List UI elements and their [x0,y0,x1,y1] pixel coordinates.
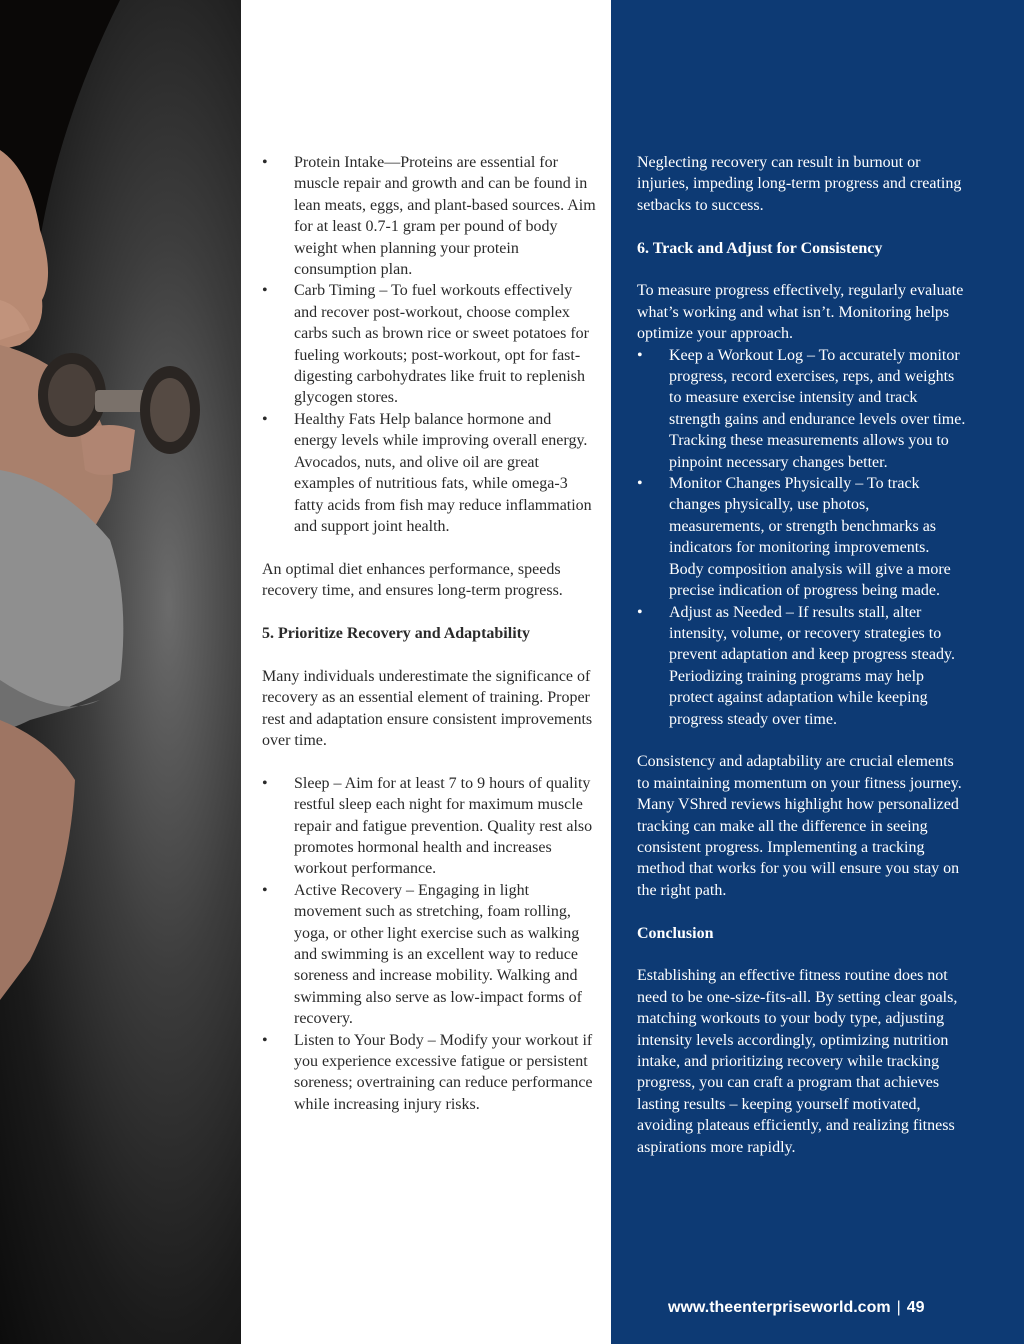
conclusion-paragraph: Establishing an effective fitness routine does not need to be one-size-fits-all. By setting clear goals, matching workouts to your body type, adjusting intensity levels accordingly, optimizing nutrition intake, and prioritizing recovery while tracking progress, you can craft a program that achieves lasting results – keeping yourself motivated, avoiding plateaus efficiently, and realizing fitness aspirations more rapidly. [637,967,958,1156]
fitness-photo [0,0,241,1344]
section6-intro-paragraph: To measure progress effectively, regularly evaluate what’s working and what isn’t. Monitoring helps optimize your approach. [637,282,964,343]
recovery-warning-paragraph: Neglecting recovery can result in burnout or injuries, impeding long-term progress and creating setbacks to success. [637,154,962,214]
woman-dumbbell-illustration [0,0,241,1344]
tracking-bullet-list [637,345,967,730]
section5-intro-paragraph: Many individuals underestimate the significance of recovery as an essential element of training. Proper rest and adaptation ensure consistent improvements over time. [262,667,593,749]
bullet-adjust-as-needed: • Adjust as Needed – If results stall, alter intensity, volume, or recovery strategies to prevent adaptation and keep progress steady. Periodizing training programs may help protect against adaptation while keeping progress steady over time. [637,602,967,730]
website-link[interactable]: www.theenterpriseworld.com [668,1299,891,1316]
bullet-healthy-fats: • Healthy Fats Help balance hormone and energy levels while improving overall energy. Avocados, nuts, and olive oil are great examples of nutritious fats, while omega-3 fatty acids from fish may reduce inflammation and support joint health. [262,409,597,537]
page-footer [668,1299,925,1321]
nutrition-bullet-list [262,152,597,537]
right-text-column [637,152,967,1158]
footer-separator: | [896,1299,901,1316]
bullet-active-recovery: • Active Recovery – Engaging in light movement such as stretching, foam rolling, yoga, or other light exercise such as walking and swimming is an excellent way to reduce soreness and increase mobility. Walking and swimming also serve as low-impact forms of recovery. [262,880,597,1030]
bullet-workout-log: • Keep a Workout Log – To accurately monitor progress, record exercises, reps, and weights to measure exercise intensity and track strength gains and endurance levels over time. Tracking these measurements allows you to pinpoint necessary changes better. [637,345,967,473]
left-text-column [262,152,597,1115]
diet-summary-paragraph: An optimal diet enhances performance, speeds recovery time, and ensures long-term progress. [262,560,563,600]
bullet-protein-intake: • Protein Intake—Proteins are essential for muscle repair and growth and can be found in lean meats, eggs, and plant-based sources. Aim for at least 0.7-1 gram per pound of body weight when planning your protein consumption plan. [262,152,597,280]
conclusion-heading: Conclusion [637,924,714,942]
consistency-paragraph: Consistency and adaptability are crucial elements to maintaining momentum on your fitness journey. Many VShred reviews highlight how personalized tracking can make all the difference in seeing consistent progress. Implementing a tracking method that works for you will ensure you stay on the right path. [637,753,962,899]
recovery-bullet-list [262,773,597,1116]
bullet-listen-to-body: • Listen to Your Body – Modify your workout if you experience excessive fatigue or persistent soreness; overtraining can reduce performance while increasing injury risks. [262,1030,597,1116]
bullet-carb-timing: • Carb Timing – To fuel workouts effectively and recover post-workout, choose complex carbs such as brown rice or sweet potatoes for fueling workouts; post-workout, opt for fast-digesting carbohydrates like fruit to replenish glycogen stores. [262,280,597,408]
page-number: 49 [906,1299,925,1316]
bullet-sleep: • Sleep – Aim for at least 7 to 9 hours of quality restful sleep each night for maximum muscle repair and fatigue prevention. Quality rest also promotes hormonal health and increases workout performance. [262,773,597,880]
section6-heading: 6. Track and Adjust for Consistency [637,239,883,257]
bullet-monitor-changes: • Monitor Changes Physically – To track changes physically, use photos, measurements, or strength benchmarks as indicators for monitoring improvements. Body composition analysis will give a more precise indication of progress being made. [637,473,967,601]
section5-heading: 5. Prioritize Recovery and Adaptability [262,624,530,642]
